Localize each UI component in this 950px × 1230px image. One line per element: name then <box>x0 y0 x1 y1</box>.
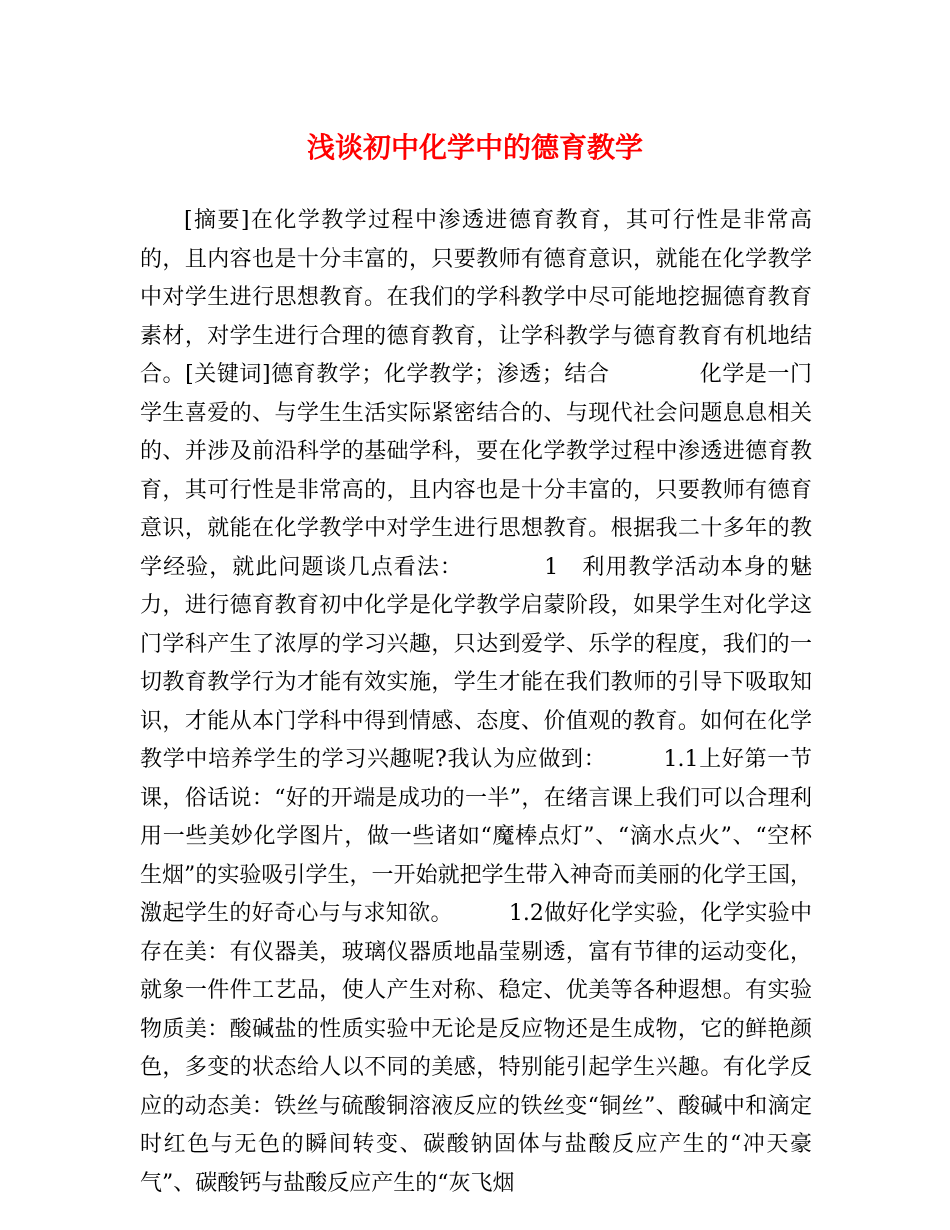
document-body: [摘要]在化学教学过程中渗透进德育教育，其可行性是非常高的，且内容也是十分丰富的，只要教师有德育意识，就能在化学教学中对学生进行思想教育。在我们的学科教学中尽可能地挖掘德育教育素材，对学生进行合理的德育教育，让学科教学与德育教育有机地结合。[关键词]德育教学；化学教学；渗透；结合 化学是一门学生喜爱的、与学生生活实际紧密结合的、与现代社会问题息息相关的、并涉及前沿科学的基础学科，要在化学教学过程中渗透进德育教育，其可行性是非常高的，且内容也是十分丰富的，只要教师有德育意识，就能在化学教学中对学生进行思想教育。根据我二十多年的教学经验，就此问题谈几点看法： 1 利用教学活动本身的魅力，进行德育教育初中化学是化学教学启蒙阶段，如果学生对化学这门学科产生了浓厚的学习兴趣，只达到爱学、乐学的程度，我们的一切教育教学行为才能有效实施，学生才能在我们教师的引导下吸取知识，才能从本门学科中得到情感、态度、价值观的教育。如何在化学教学中培养学生的学习兴趣呢?我认为应做到： 1.1上好第一节课，俗话说：“好的开端是成功的一半”，在绪言课上我们可以合理利用一些美妙化学图片，做一些诸如“魔棒点灯”、“滴水点火”、“空杯生烟”的实验吸引学生，一开始就把学生带入神奇而美丽的化学王国，激起学生的好奇心与与求知欲。 1.2做好化学实验，化学实验中存在美：有仪器美，玻璃仪器质地晶莹剔透，富有节律的运动变化，就象一件件工艺品，使人产生对称、稳定、优美等各种遐想。有实验物质美：酸碱盐的性质实验中无论是反应物还是生成物，它的鲜艳颜色，多变的状态给人以不同的美感，特别能引起学生兴趣。有化学反应的动态美：铁丝与硫酸铜溶液反应的铁丝变“铜丝”、酸碱中和滴定时红色与无色的瞬间转变、碳酸钠固体与盐酸反应产生的“冲天豪气”、碳酸钙与盐酸反应产生的“灰飞烟 <box>140 208 812 1196</box>
document-title: 浅谈初中化学中的德育教学 <box>306 131 643 164</box>
